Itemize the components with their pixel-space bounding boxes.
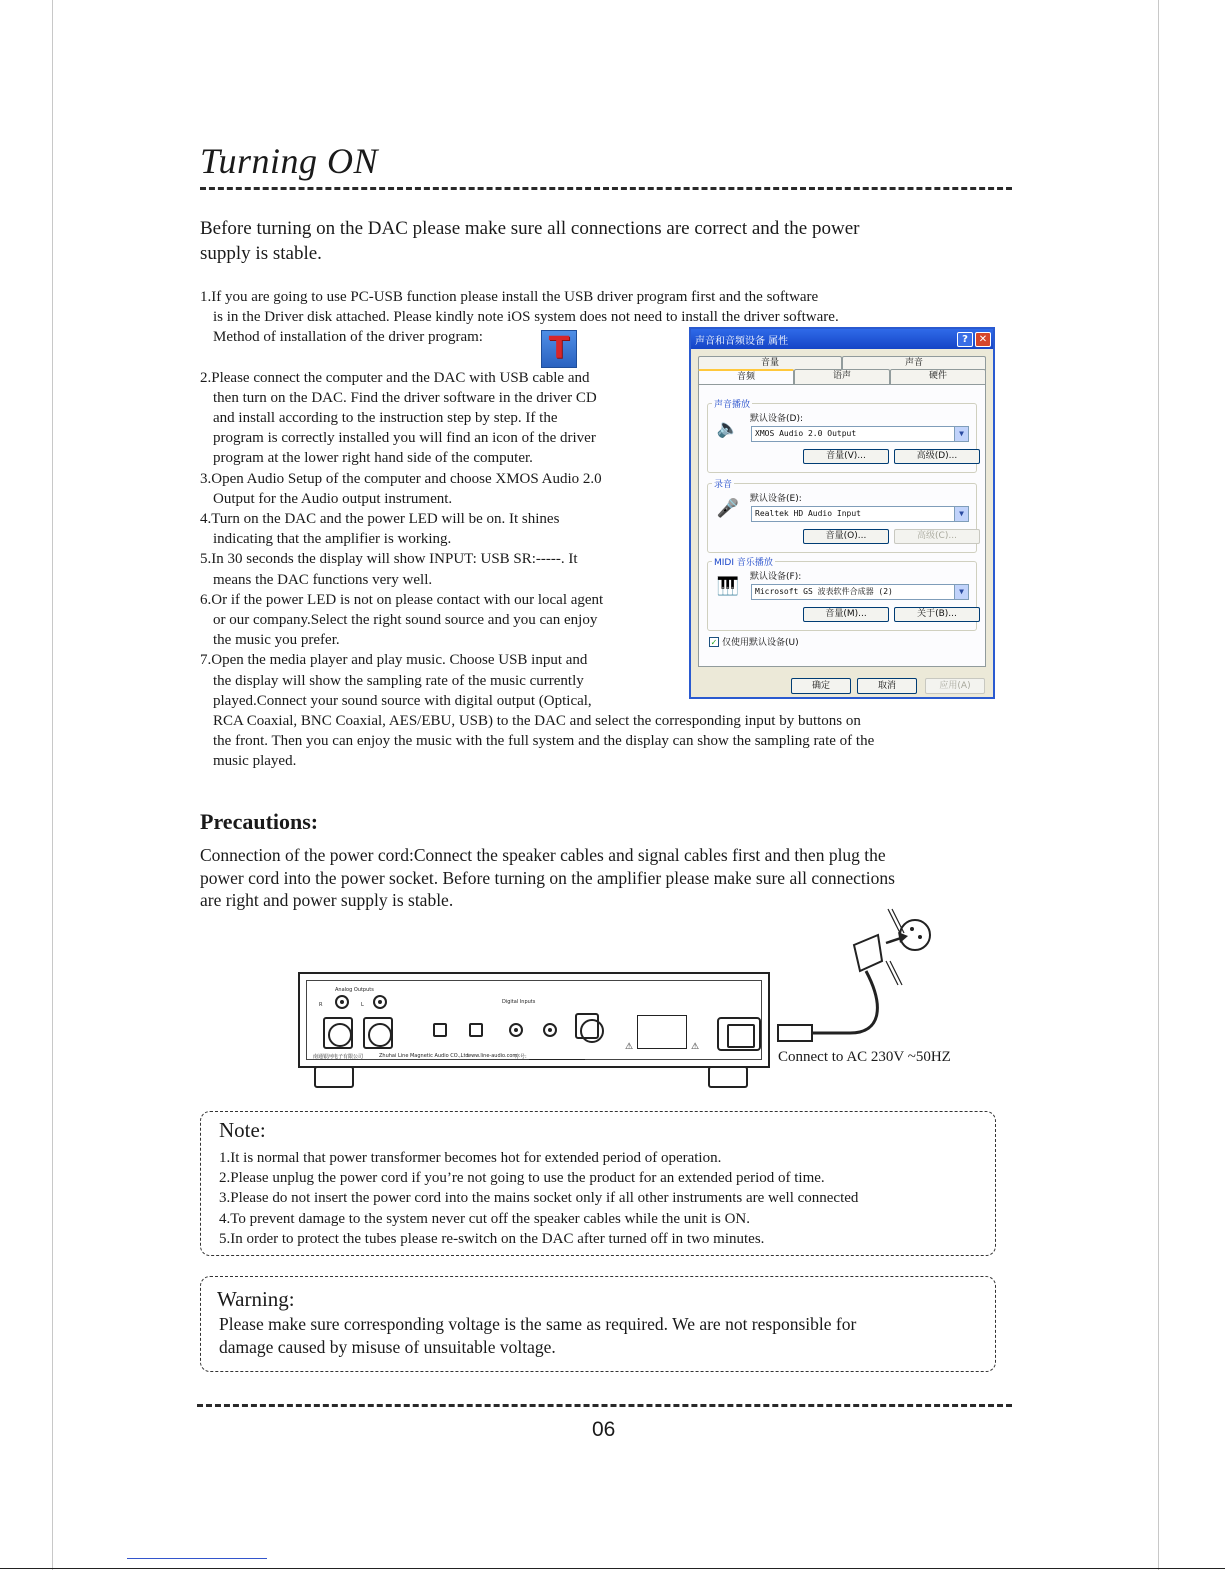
step-line: program is correctly installed you will find an icon of the driver: [213, 430, 596, 447]
dialog-tabs-row-2: [698, 369, 986, 385]
company-en-label: Zhuhai Line Magnetic Audio CO.,Ltd: [379, 1053, 469, 1059]
default-devices-only-checkbox[interactable]: [709, 635, 799, 648]
dialog-tabs-row-1: [698, 356, 986, 370]
midi-volume-button[interactable]: 音量(M)...: [803, 607, 889, 622]
step-line: RCA Coaxial, BNC Coaxial, AES/EBU, USB) to the DAC and select the corresponding input by buttons on: [213, 713, 861, 730]
recording-group: [707, 480, 977, 553]
aes-ebu-jack-icon: [575, 1013, 599, 1039]
sound-properties-dialog: [689, 327, 995, 699]
xlr-right-jack-icon: [323, 1017, 353, 1049]
tab-hardware[interactable]: 硬件: [890, 369, 986, 385]
device-foot-right: [708, 1066, 748, 1088]
apply-button: 应用(A): [925, 678, 985, 694]
bnc-jack-icon: [543, 1023, 557, 1037]
recording-advanced-button: 高级(C)...: [894, 529, 980, 544]
serial-label: 序号:: [515, 1054, 527, 1060]
midi-group-label: MIDI 音乐播放: [712, 555, 775, 568]
warning-text: [219, 1313, 856, 1359]
midi-keyboard-icon: 🎹: [716, 575, 740, 597]
help-icon[interactable]: ?: [957, 332, 973, 347]
step-line: the display will show the sampling rate of the music currently: [213, 672, 584, 689]
cancel-button[interactable]: 取消: [857, 678, 917, 694]
iec-power-inlet-icon: [717, 1017, 761, 1051]
serial-line: [529, 1059, 585, 1060]
precaution-line: are right and power supply is stable.: [200, 890, 454, 910]
playback-default-label: 默认设备(D):: [750, 414, 803, 424]
microphone-icon: 🎤: [716, 497, 740, 519]
iec-connector-icon: [778, 1025, 812, 1041]
device-foot-left: [314, 1066, 354, 1088]
checkmark-icon[interactable]: ✓: [710, 637, 718, 647]
rear-panel-face: [306, 980, 762, 1060]
dac-rear-panel: [298, 972, 770, 1068]
step-line: 2.Please connect the computer and the DAC with USB cable and: [200, 369, 590, 386]
note-item: 1.It is normal that power transformer becomes hot for extended period of operation.: [219, 1150, 722, 1166]
step-line: then turn on the DAC. Find the driver software in the driver CD: [213, 389, 597, 406]
playback-device-value: XMOS Audio 2.0 Output: [755, 429, 857, 438]
step-line: music played.: [213, 753, 297, 770]
precautions-heading: Precautions:: [200, 809, 319, 834]
title-divider: [200, 187, 1012, 190]
midi-device-select[interactable]: [751, 584, 969, 600]
intro-line: Before turning on the DAC please make sure all connections are correct and the power: [200, 218, 860, 239]
chevron-down-icon[interactable]: ▼: [954, 507, 968, 521]
optical-port-icon: [469, 1023, 483, 1037]
step-line: Output for the Audio output instrument.: [213, 490, 453, 507]
midi-device-value: Microsoft GS 波表软件合成器 (2): [755, 587, 893, 596]
step-line: 3.Open Audio Setup of the computer and choose XMOS Audio 2.0: [200, 470, 602, 487]
precautions-paragraph: [200, 844, 1000, 912]
analog-outputs-label: Analog Outputs: [335, 987, 374, 993]
page-bottom-line: [0, 1568, 1225, 1569]
audio-tab-panel: [698, 384, 986, 667]
step-line: 6.Or if the power LED is not on please contact with our local agent: [200, 591, 604, 608]
midi-about-button[interactable]: 关于(B)...: [894, 607, 980, 622]
usb-port-icon: [433, 1023, 447, 1037]
precaution-line: Connection of the power cord:Connect the speaker cables and signal cables first and then plug the: [200, 845, 886, 865]
recording-device-value: Realtek HD Audio Input: [755, 509, 861, 518]
page-border-right: [1158, 0, 1159, 1570]
step-line: indicating that the amplifier is working.: [213, 531, 452, 548]
playback-device-select[interactable]: [751, 426, 969, 442]
recording-volume-button[interactable]: 音量(O)...: [803, 529, 889, 544]
intro-line: supply is stable.: [200, 243, 322, 264]
checkbox-label: 仅使用默认设备(U): [722, 638, 799, 648]
warning-line: Please make sure corresponding voltage is the same as required. We are not responsible for: [219, 1314, 857, 1334]
tab-voice[interactable]: 语声: [794, 369, 890, 385]
coaxial-jack-icon: [509, 1023, 523, 1037]
power-plug-illustration: [770, 905, 950, 1055]
step-line: 5.In 30 seconds the display will show INPUT: USB SR:-----. It: [200, 551, 578, 568]
website-label: www.line-audio.com: [467, 1053, 518, 1059]
tab-volume[interactable]: 音量: [698, 356, 842, 370]
step-line: or our company.Select the right sound source and you can enjoy: [213, 612, 598, 629]
page-border-left: [52, 0, 53, 1570]
ok-button[interactable]: 确定: [791, 678, 851, 694]
step-line: 4.Turn on the DAC and the power LED will be on. It shines: [200, 511, 560, 528]
plug-icon: [854, 935, 882, 971]
driver-app-icon: [541, 330, 577, 368]
recording-group-label: 录音: [712, 477, 734, 490]
note-item: 2.Please unplug the power cord if you’re not going to use the product for an extended period of time.: [219, 1170, 825, 1187]
step-line: 7.Open the media player and play music. Choose USB input and: [200, 652, 588, 669]
playback-group-label: 声音播放: [712, 397, 752, 410]
rca-right-jack-icon: [335, 995, 349, 1009]
midi-default-label: 默认设备(F):: [750, 572, 802, 582]
step-line: means the DAC functions very well.: [213, 571, 433, 588]
digital-inputs-label: Digital Inputs: [502, 999, 536, 1005]
warning-triangle-icon: ⚠: [691, 1041, 700, 1051]
playback-advanced-button[interactable]: 高级(D)...: [894, 449, 980, 464]
warning-title: Warning:: [217, 1287, 295, 1311]
warning-line: damage caused by misuse of unsuitable voltage.: [219, 1337, 556, 1357]
company-cn-label: 南通银河电子有限公司: [313, 1054, 364, 1060]
step-line: Method of installation of the driver program:: [213, 329, 483, 346]
tab-sounds[interactable]: 声音: [842, 356, 986, 370]
midi-group: [707, 558, 977, 631]
rating-label-plate: [637, 1015, 687, 1049]
xlr-left-jack-icon: [363, 1017, 393, 1049]
recording-default-label: 默认设备(E):: [750, 494, 802, 504]
rca-left-jack-icon: [373, 995, 387, 1009]
footer-divider: [197, 1404, 1012, 1407]
note-item: 3.Please do not insert the power cord into the mains socket only if all other instruments are well connected: [219, 1190, 859, 1207]
note-list: [219, 1148, 858, 1249]
step-line: the front. Then you can enjoy the music with the full system and the display can show the sampling rate of the: [213, 733, 875, 750]
page-number: 06: [592, 1418, 616, 1441]
left-channel-label: L: [361, 1002, 364, 1008]
note-title: Note:: [219, 1118, 266, 1142]
precaution-line: power cord into the power socket. Before turning on the amplifier please make sure all connections: [200, 867, 895, 888]
step-line: the music you prefer.: [213, 632, 340, 649]
note-item: 5.In order to protect the tubes please re-switch on the DAC after turned off in two minutes.: [219, 1230, 765, 1247]
step-line: 1.If you are going to use PC-USB function please install the USB driver program first and the software: [200, 289, 819, 305]
step-line: played.Connect your sound source with digital output (Optical,: [213, 692, 592, 709]
footnote-separator: [127, 1558, 267, 1559]
chevron-down-icon[interactable]: ▼: [954, 585, 968, 599]
intro-paragraph: [200, 216, 980, 266]
playback-group: [707, 400, 977, 473]
speaker-icon: 🔈: [716, 417, 740, 439]
note-item: 4.To prevent damage to the system never cut off the speaker cables while the unit is ON.: [219, 1210, 751, 1227]
step-line: and install according to the instruction step by step. If the: [213, 410, 558, 427]
right-channel-label: R: [319, 1002, 323, 1008]
playback-volume-button[interactable]: 音量(V)...: [803, 449, 889, 464]
recording-device-select[interactable]: [751, 506, 969, 522]
connect-ac-caption: Connect to AC 230V ~50HZ: [778, 1049, 951, 1065]
step-line: is in the Driver disk attached. Please kindly note iOS system does not need to install the driver software.: [213, 309, 839, 326]
page-title: Turning ON: [200, 141, 379, 181]
tab-audio[interactable]: 音频: [698, 369, 794, 385]
dialog-titlebar: [691, 329, 993, 349]
close-icon[interactable]: ✕: [975, 332, 991, 347]
dialog-title: 声音和音频设备 属性: [695, 335, 789, 347]
step-line: program at the lower right hand side of the computer.: [213, 450, 533, 467]
warning-triangle-icon: ⚠: [625, 1041, 634, 1051]
chevron-down-icon[interactable]: ▼: [954, 427, 968, 441]
power-cable: [810, 971, 877, 1033]
driver-icon-glyph: T: [548, 331, 570, 366]
